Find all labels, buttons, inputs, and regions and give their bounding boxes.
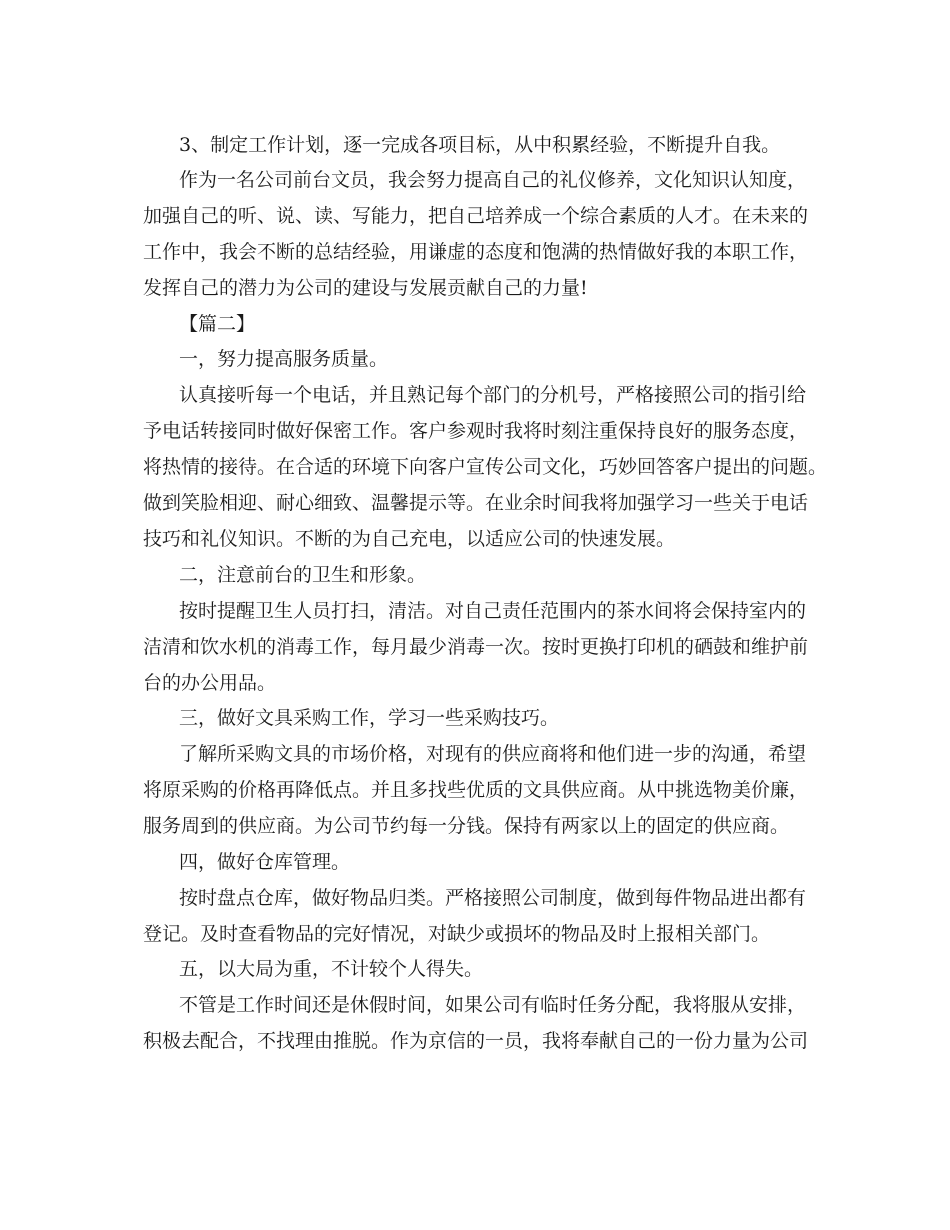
text-line: 服务周到的供应商。为公司节约每一分钱。保持有两家以上的固定的供应商。 xyxy=(143,815,790,837)
text-line: 加强自己的听、说、读、写能力，把自己培养成一个综合素质的人才。在未来的 xyxy=(143,205,809,227)
text-line: 积极去配合，不找理由推脱。作为京信的一员，我将奉献自己的一份力量为公司 xyxy=(143,1030,809,1052)
text-line: 技巧和礼仪知识。不断的为自己充电，以适应公司的快速发展。 xyxy=(143,528,676,550)
text-line: 按时提醒卫生人员打扫，清洁。对自己责任范围内的茶水间将会保持室内的 xyxy=(179,600,807,622)
text-line: 发挥自己的潜力为公司的建设与发展贡献自己的力量! xyxy=(143,277,588,299)
text-line: 洁清和饮水机的消毒工作，每月最少消毒一次。按时更换打印机的硒鼓和维护前 xyxy=(143,636,809,658)
subsection-heading: 五，以大局为重，不计较个人得失。 xyxy=(179,958,484,980)
text-line: 将原采购的价格再降低点。并且多找些优质的文具供应商。从中挑选物美价廉， xyxy=(143,779,809,801)
subsection-heading: 四，做好仓库管理。 xyxy=(179,851,351,873)
text-line: 了解所采购文具的市场价格，对现有的供应商将和他们进一步的沟通，希望 xyxy=(179,743,807,765)
text-line: 台的办公用品。 xyxy=(143,672,277,694)
text-line: 将热情的接待。在合适的环境下向客户宣传公司文化，巧妙回答客户提出的问题。 xyxy=(143,456,828,478)
text-line: 认真接听每一个电话，并且熟记每个部门的分机号，严格接照公司的指引给 xyxy=(179,384,807,406)
subsection-heading: 二，注意前台的卫生和形象。 xyxy=(179,564,427,586)
subsection-heading: 三，做好文具采购工作，学习一些采购技巧。 xyxy=(179,707,560,729)
text-line: 登记。及时查看物品的完好情况，对缺少或损坏的物品及时上报相关部门。 xyxy=(143,923,771,945)
section-heading: 【篇二】 xyxy=(179,313,256,335)
text-line: 3、制定工作计划，逐一完成各项目标，从中积累经验，不断提升自我。 xyxy=(179,134,781,156)
text-line: 不管是工作时间还是休假时间，如果公司有临时任务分配，我将服从安排， xyxy=(179,994,807,1016)
text-line: 作为一名公司前台文员，我会努力提高自己的礼仪修养，文化知识认知度， xyxy=(179,169,807,191)
text-line: 工作中，我会不断的总结经验，用谦虚的态度和饱满的热情做好我的本职工作， xyxy=(143,241,809,263)
text-line: 予电话转接同时做好保密工作。客户参观时我将时刻注重保持良好的服务态度， xyxy=(143,420,809,442)
subsection-heading: 一，努力提高服务质量。 xyxy=(179,348,389,370)
text-line: 按时盘点仓库，做好物品归类。严格接照公司制度，做到每件物品进出都有 xyxy=(179,887,807,909)
text-line: 做到笑脸相迎、耐心细致、温馨提示等。在业余时间我将加强学习一些关于电话 xyxy=(143,492,809,514)
